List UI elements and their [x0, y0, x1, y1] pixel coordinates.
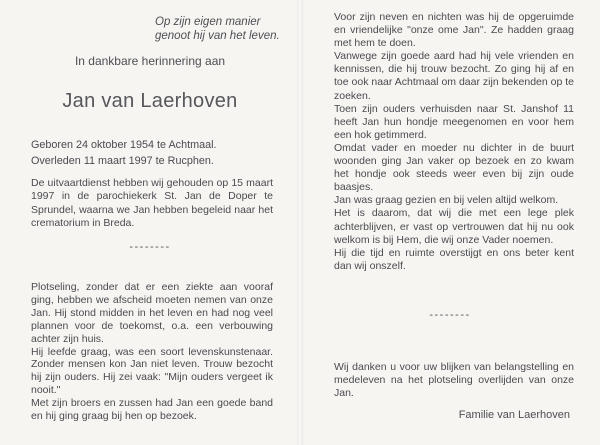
memorial-paragraph: Jan was graag gezien en bij velen altijd welkom.: [334, 194, 559, 207]
memorial-paragraph: Plotseling, zonder dat er een ziekte aan vooraf ging, hebben we afscheid moeten nemen van onze Jan. Hij stond midden in het leven en had nog veel plannen voor de toekomst, o.a. een verbouwing achter zijn huis.: [31, 281, 273, 345]
memorial-paragraph: Vanwege zijn goede aard had hij vele vrienden en kennissen, die hij trouw bezocht. Zo ging hij af en toe ook naar Achtmaal om daar zijn bekenden op te zoeken.: [334, 50, 574, 102]
memorial-paragraph: Toen zijn ouders verhuisden naar St. Janshof 11 heeft Jan hun hondje meegenomen en voor hem een hok getimmerd.: [334, 102, 574, 141]
birth-line: Geboren 24 oktober 1954 te Achtmaal.: [31, 139, 217, 151]
separator-dashes-left: --------: [129, 241, 171, 253]
memorial-card-right-page: [300, 0, 600, 445]
memorial-paragraph: Hij die tijd en ruimte overstijgt en ons beter kent dan wij onszelf.: [334, 246, 574, 272]
acknowledgement-paragraph: Wij danken u voor uw blijken van belangstelling en medeleven na het plotseling overlijden van onze Jan.: [334, 361, 574, 400]
epigraph-line-1: Op zijn eigen manier: [155, 16, 261, 28]
right-body-text: [334, 11, 574, 273]
epigraph: [155, 15, 280, 43]
separator-dashes-right: --------: [429, 309, 471, 321]
memorial-paragraph: Voor zijn neven en nichten was hij de opgeruimde en vriendelijke "onze ome Jan". Ze hadden graag met hem te doen.: [334, 11, 574, 50]
life-dates: [31, 138, 216, 169]
memorial-paragraph: Hij leefde graag, was een soort levenskunstenaar. Zonder mensen kon Jan niet leven. Trouw bezocht hij zijn ouders. Hij zei vaak: "Mijn ouders vergeet ik nooit.": [31, 345, 273, 397]
epigraph-line-2: genoot hij van het leven.: [155, 30, 280, 42]
family-signature: Familie van Laerhoven: [458, 409, 570, 421]
left-body-text: [31, 281, 273, 423]
memorial-paragraph: Omdat vader en moeder nu dichter in de buurt woonden ging Jan vaker op bezoek en zo kwam het hondje ook steeds weer even bij zijn oude baasjes.: [334, 141, 574, 194]
memorial-paragraph: Het is daarom, dat wij die met een lege plek achterblijven, er vast op vertrouwen dat hij nu ook welkom is bij Hem, die wij onze Vader noemen.: [334, 207, 574, 246]
deceased-name: Jan van Laerhoven: [62, 90, 238, 112]
memorial-paragraph: Met zijn broers en zussen had Jan een goede band en hij ging graag bij hen op bezoek.: [31, 397, 273, 423]
funeral-paragraph: De uitvaartdienst hebben wij gehouden op 15 maart 1997 in de parochiekerk St. Jan de Doper te Sprundel, waarna we Jan hebben begeleid naar het crematorium in Breda.: [31, 177, 273, 230]
memorial-intro: In dankbare herinnering aan: [74, 54, 226, 68]
death-line: Overleden 11 maart 1997 te Rucphen.: [31, 154, 214, 167]
